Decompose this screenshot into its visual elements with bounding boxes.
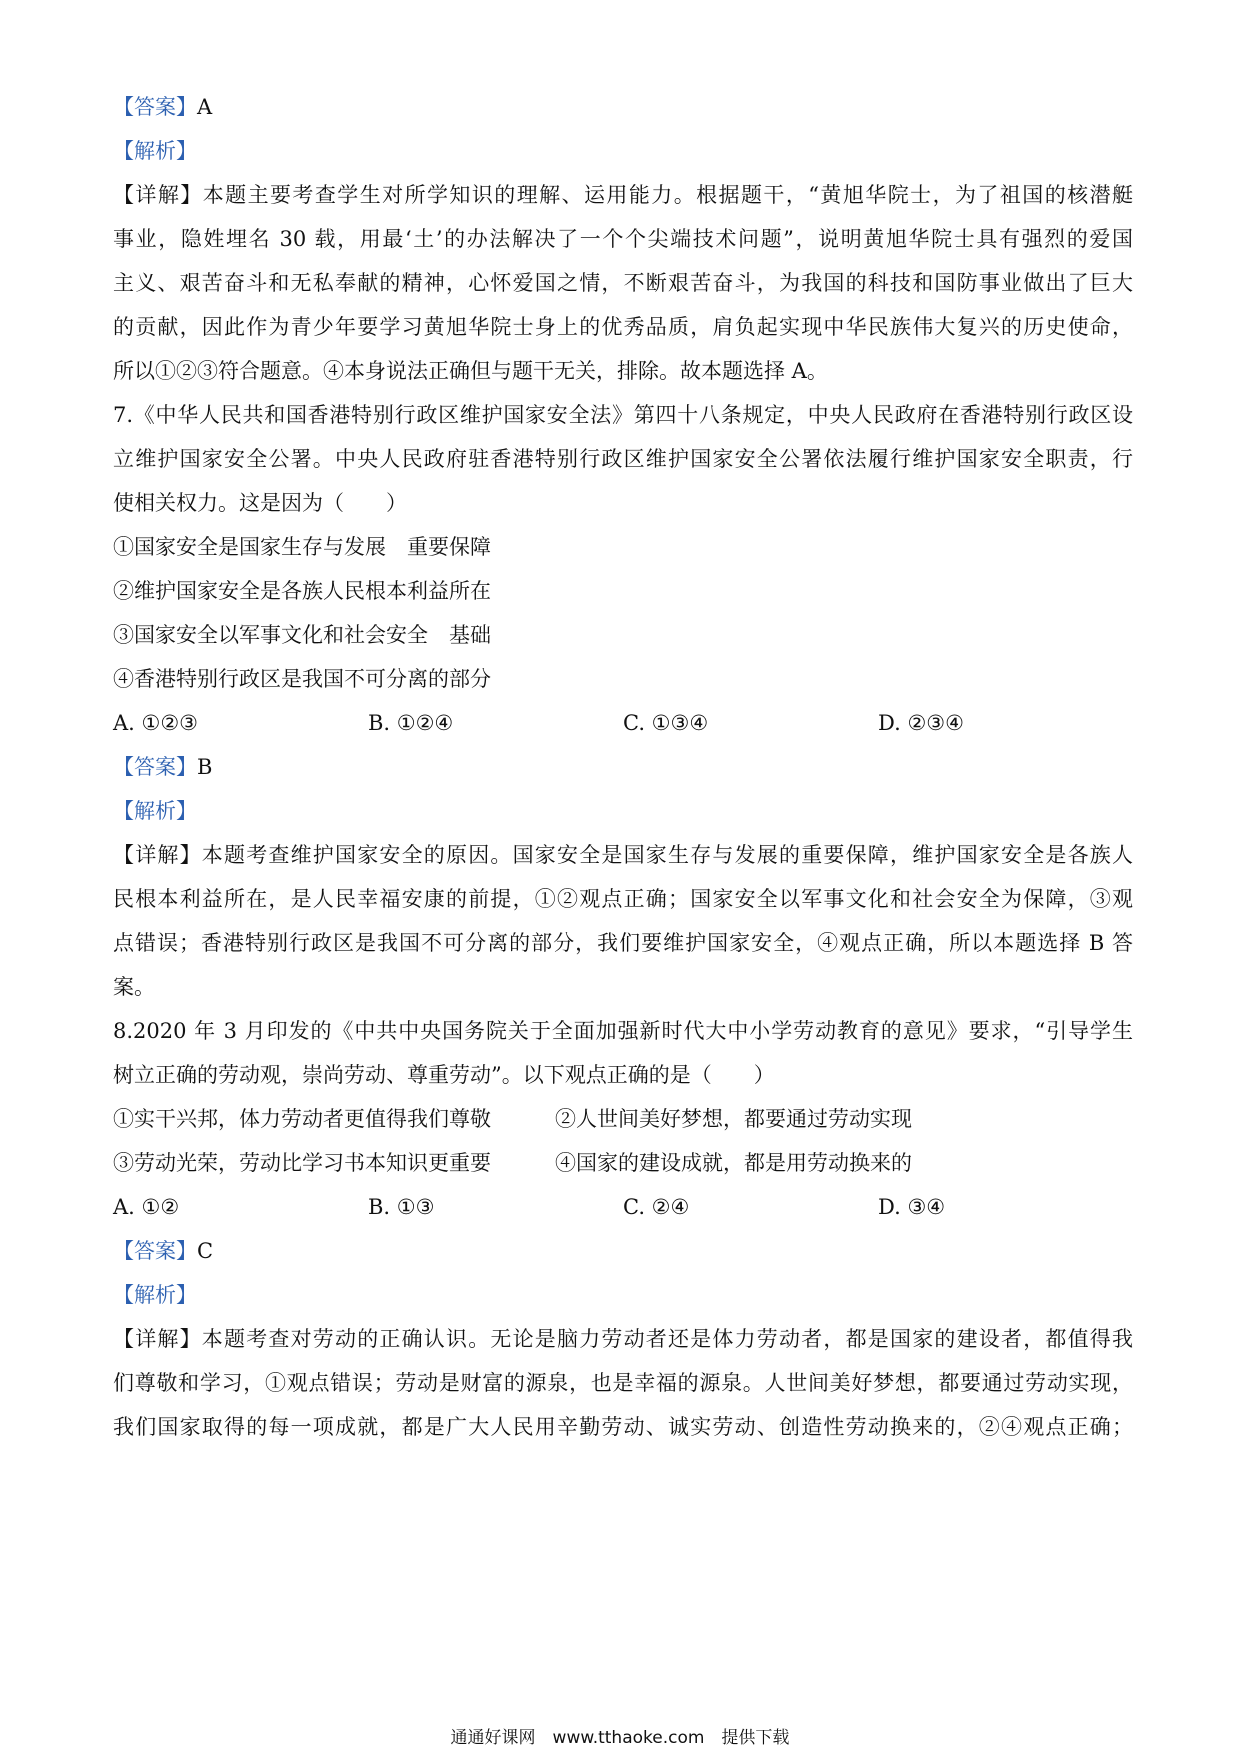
statement: ③劳动光荣，劳动比学习书本知识更重要	[113, 1151, 491, 1175]
option-d: D. ③④	[878, 1195, 946, 1219]
detail-line: 主义、艰苦奋斗和无私奉献的精神，心怀爱国之情，不断艰苦奋斗，为我国的科技和国防事业做出了巨大	[113, 271, 1133, 295]
answer-line: 【答案】B	[113, 755, 213, 779]
answer-line: 【答案】C	[113, 1239, 214, 1263]
option-a: A. ①②③	[113, 711, 198, 735]
detail-line: 案。	[113, 975, 155, 999]
detail-line: 【详解】本题考查对劳动的正确认识。无论是脑力劳动者还是体力劳动者，都是国家的建设者，都值得我	[113, 1327, 1133, 1351]
option-a: A. ①②	[113, 1195, 180, 1219]
question-stem: 立维护国家安全公署。中央人民政府驻香港特别行政区维护国家安全公署依法履行维护国家安全职责，行	[113, 447, 1133, 471]
detail-line: 事业，隐姓埋名 30 载，用最‘土’的办法解决了一个个尖端技术问题”，说明黄旭华院士具有强烈的爱国	[113, 227, 1133, 251]
footer-source[interactable]: 通通好课网 www.tthaoke.com 提供下载	[450, 1728, 790, 1748]
option-b: B. ①③	[368, 1195, 435, 1219]
analysis-heading: 【解析】	[113, 799, 197, 823]
statement: ②人世间美好梦想，都要通过劳动实现	[555, 1107, 912, 1131]
detail-line: 民根本利益所在，是人民幸福安康的前提，①②观点正确；国家安全以军事文化和社会安全为保障，③观	[113, 887, 1133, 911]
statement: ④香港特别行政区是我国不可分离的部分	[113, 667, 491, 691]
analysis-heading: 【解析】	[113, 1283, 197, 1307]
option-c: C. ②④	[623, 1195, 690, 1219]
detail-line: 们尊敬和学习，①观点错误；劳动是财富的源泉，也是幸福的源泉。人世间美好梦想，都要通过劳动实现，	[113, 1371, 1133, 1395]
statement: ①国家安全是国家生存与发展 重要保障	[113, 535, 491, 559]
option-d: D. ②③④	[878, 711, 964, 735]
question-stem: 使相关权力。这是因为（ ）	[113, 491, 407, 515]
detail-line: 【详解】本题主要考查学生对所学知识的理解、运用能力。根据题干，“黄旭华院士，为了祖国的核潜艇	[113, 183, 1133, 207]
detail-line: 的贡献，因此作为青少年要学习黄旭华院士身上的优秀品质，肩负起实现中华民族伟大复兴的历史使命，	[113, 315, 1133, 339]
statement: ①实干兴邦，体力劳动者更值得我们尊敬	[113, 1107, 491, 1131]
question-stem: 7.《中华人民共和国香港特别行政区维护国家安全法》第四十八条规定，中央人民政府在香港特别行政区设	[113, 403, 1133, 427]
option-c: C. ①③④	[623, 711, 709, 735]
statement: ③国家安全以军事文化和社会安全 基础	[113, 623, 491, 647]
statement: ④国家的建设成就，都是用劳动换来的	[555, 1151, 912, 1175]
answer-line: 【答案】A	[113, 95, 213, 119]
detail-line: 所以①②③符合题意。④本身说法正确但与题干无关，排除。故本题选择 A。	[113, 359, 828, 383]
detail-line: 我们国家取得的每一项成就，都是广大人民用辛勤劳动、诚实劳动、创造性劳动换来的，②④观点正确；	[113, 1415, 1133, 1439]
question-stem: 树立正确的劳动观，崇尚劳动、尊重劳动”。以下观点正确的是（ ）	[113, 1063, 775, 1087]
statement: ②维护国家安全是各族人民根本利益所在	[113, 579, 491, 603]
detail-line: 点错误；香港特别行政区是我国不可分离的部分，我们要维护国家安全，④观点正确，所以本题选择 B 答	[113, 931, 1133, 955]
question-stem: 8.2020 年 3 月印发的《中共中央国务院关于全面加强新时代大中小学劳动教育的意见》要求，“引导学生	[113, 1019, 1133, 1043]
analysis-heading: 【解析】	[113, 139, 197, 163]
detail-line: 【详解】本题考查维护国家安全的原因。国家安全是国家生存与发展的重要保障，维护国家安全是各族人	[113, 843, 1133, 867]
option-b: B. ①②④	[368, 711, 454, 735]
